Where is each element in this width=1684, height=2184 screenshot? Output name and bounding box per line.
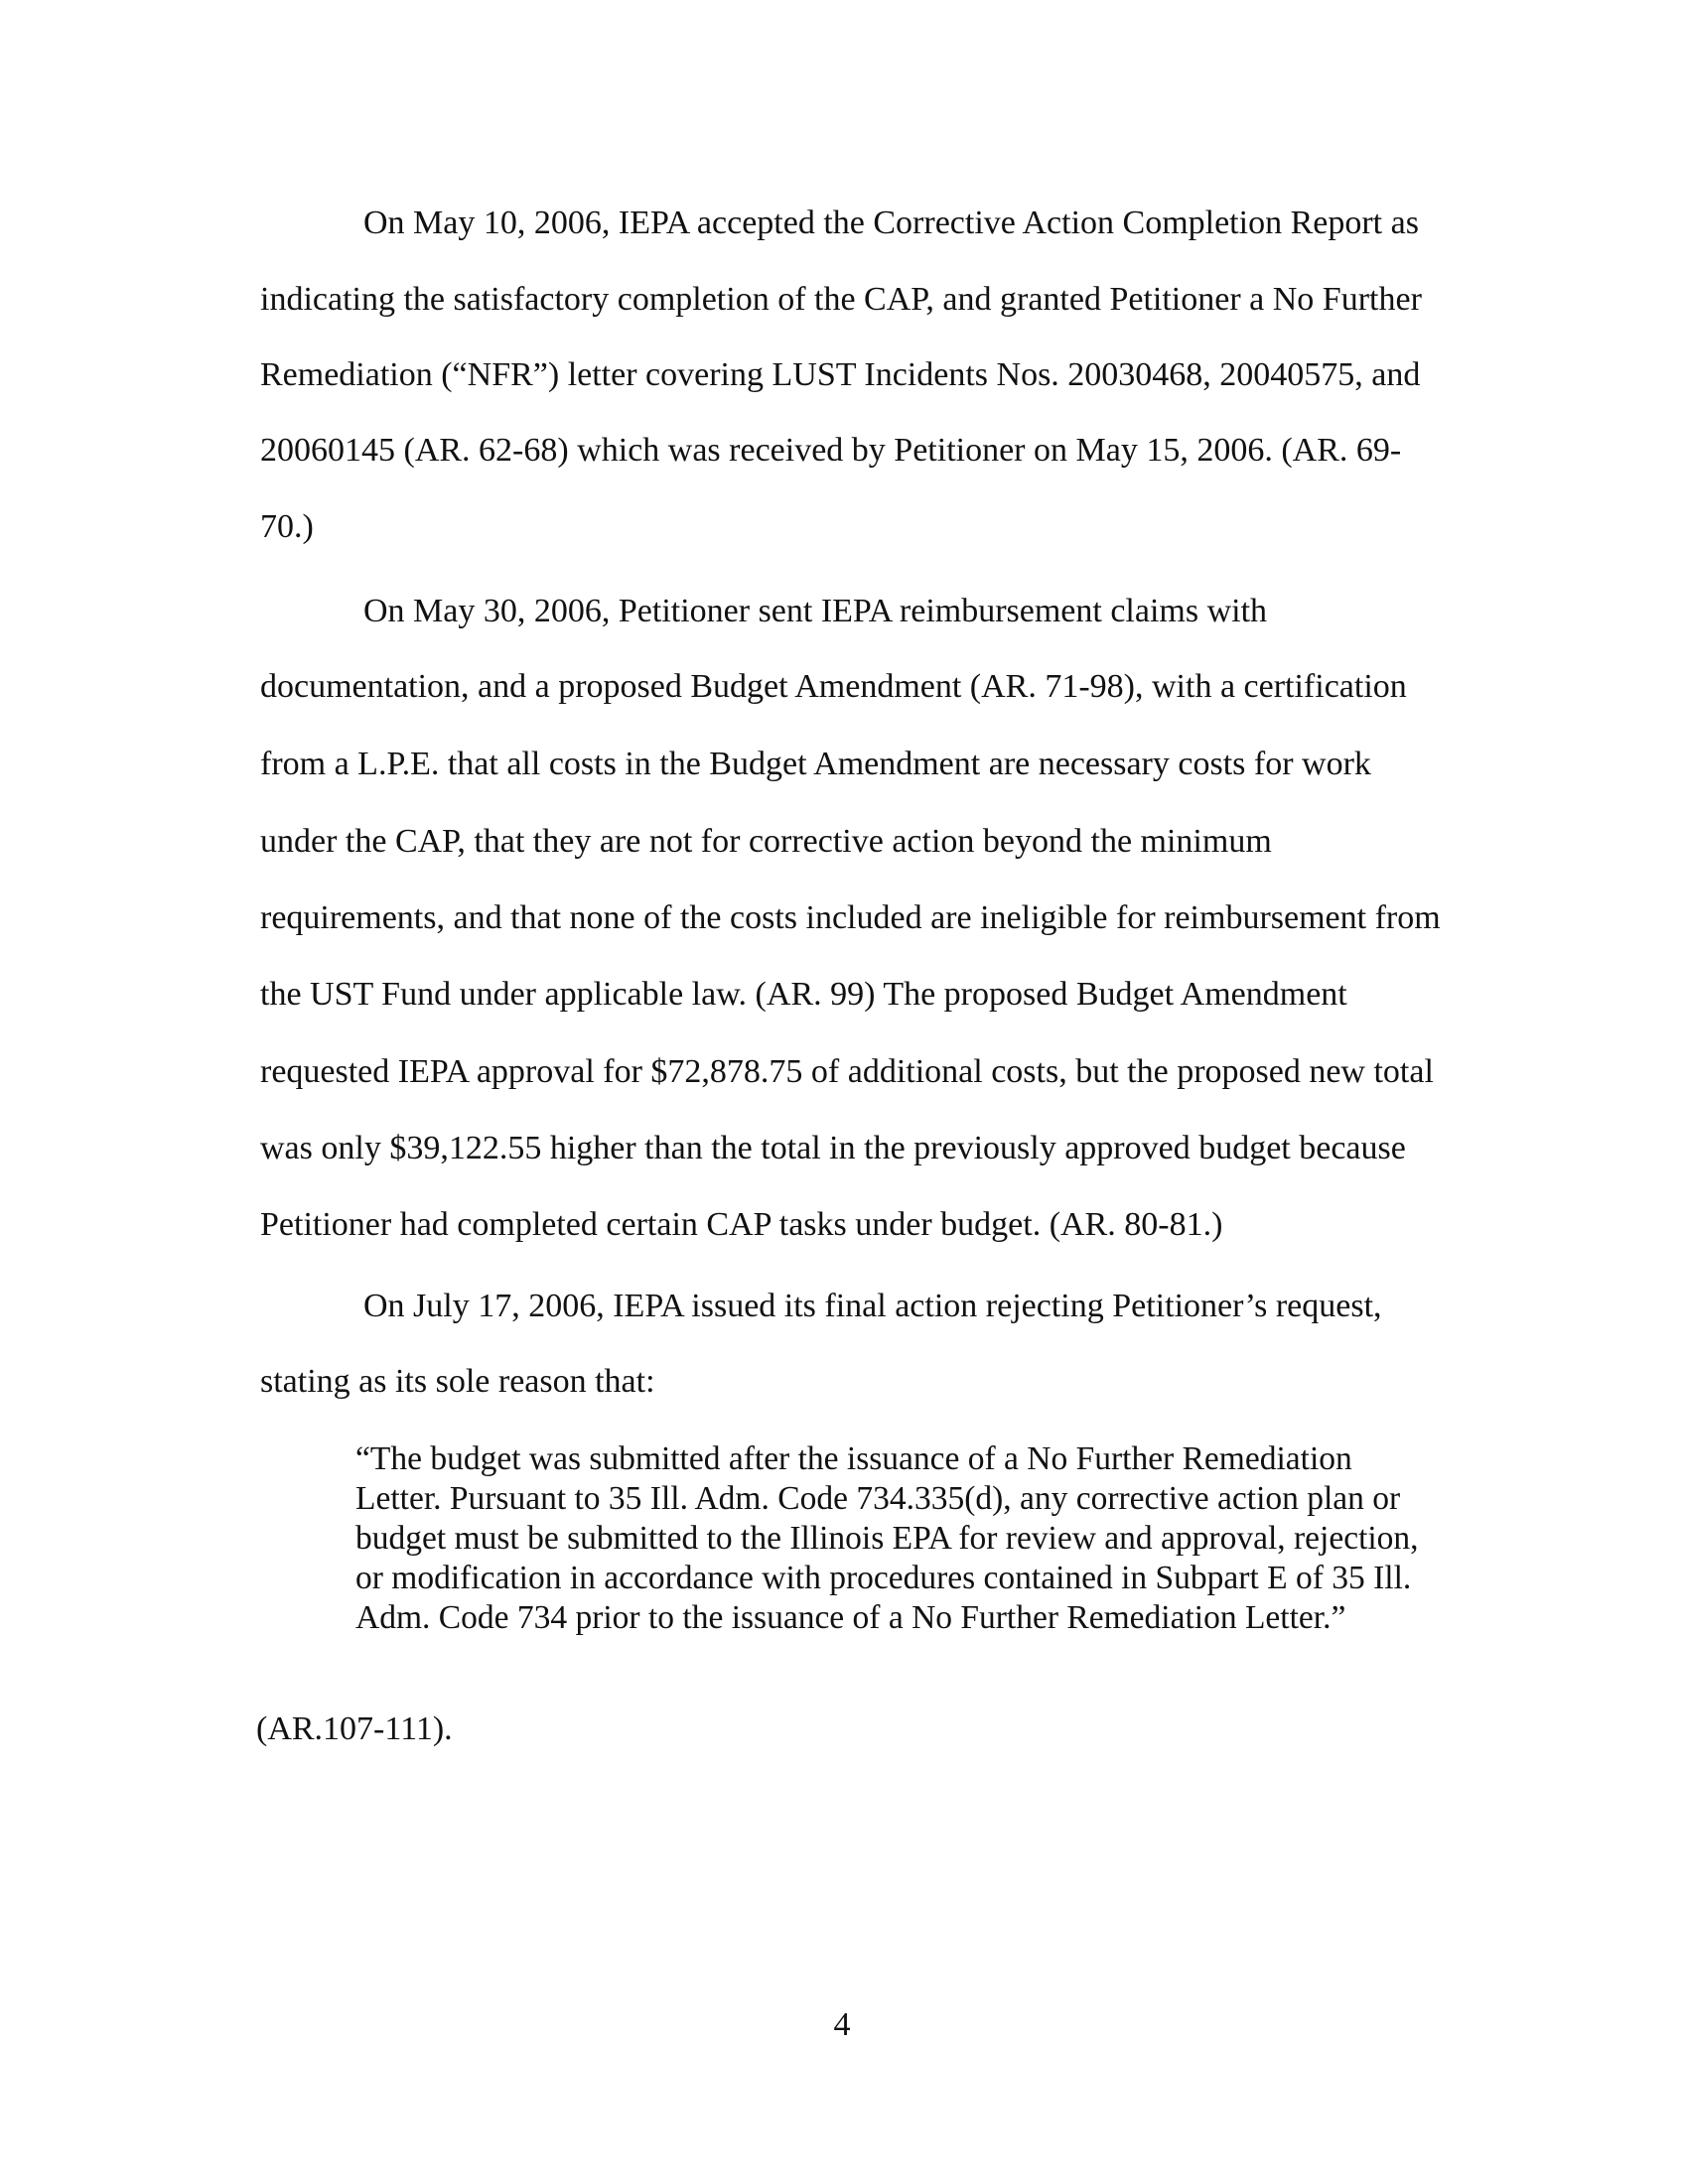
text-line: 20060145 (AR. 62-68) which was received by Petitioner on May 15, 2006. (AR. 69- <box>260 432 1402 469</box>
text-line: from a L.P.E. that all costs in the Budget Amendment are necessary costs for work <box>260 746 1371 782</box>
quote-line: Adm. Code 734 prior to the issuance of a No Further Remediation Letter.” <box>355 1599 1346 1636</box>
text-line: documentation, and a proposed Budget Amendment (AR. 71-98), with a certification <box>260 668 1407 705</box>
text-line: On May 30, 2006, Petitioner sent IEPA reimbursement claims with <box>363 593 1268 629</box>
quote-line: or modification in accordance with procedures contained in Subpart E of 35 Ill. <box>355 1560 1412 1596</box>
text-line: indicating the satisfactory completion of the CAP, and granted Petitioner a No Further <box>260 281 1422 318</box>
text-line: requested IEPA approval for $72,878.75 of additional costs, but the proposed new total <box>260 1053 1434 1090</box>
text-line: Remediation (“NFR”) letter covering LUST Incidents Nos. 20030468, 20040575, and <box>260 356 1421 393</box>
text-line: 70.) <box>260 508 314 545</box>
page-number: 4 <box>833 2006 851 2043</box>
quote-line: budget must be submitted to the Illinois EPA for review and approval, rejection, <box>355 1520 1419 1557</box>
text-line: under the CAP, that they are not for corrective action beyond the minimum <box>260 823 1272 860</box>
text-line: stating as its sole reason that: <box>260 1363 655 1400</box>
text-line: was only $39,122.55 higher than the total in the previously approved budget because <box>260 1130 1406 1166</box>
citation: (AR.107-111). <box>256 1710 453 1747</box>
text-line: requirements, and that none of the costs included are ineligible for reimbursement from <box>260 899 1441 936</box>
text-line: On July 17, 2006, IEPA issued its final action rejecting Petitioner’s request, <box>363 1288 1382 1324</box>
text-line: Petitioner had completed certain CAP tasks under budget. (AR. 80-81.) <box>260 1206 1223 1243</box>
text-line: On May 10, 2006, IEPA accepted the Corrective Action Completion Report as <box>363 205 1419 241</box>
text-line: the UST Fund under applicable law. (AR. 99) The proposed Budget Amendment <box>260 976 1347 1013</box>
quote-line: “The budget was submitted after the issuance of a No Further Remediation <box>355 1440 1352 1477</box>
quote-line: Letter. Pursuant to 35 Ill. Adm. Code 734.335(d), any corrective action plan or <box>355 1480 1401 1517</box>
